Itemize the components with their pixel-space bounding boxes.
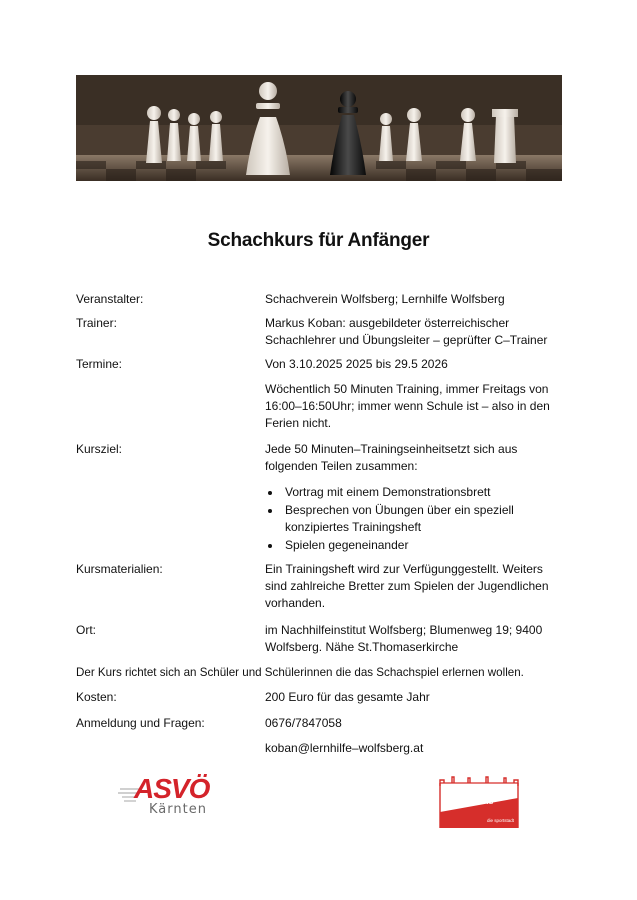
label-kosten: Kosten: <box>76 690 117 704</box>
label-kursmaterialien: Kursmaterialien: <box>76 562 163 576</box>
wolfsberg-wordmark: WOLFSBERG <box>451 799 494 806</box>
label-termine: Termine: <box>76 357 123 371</box>
label-anmeldung: Anmeldung und Fragen: <box>76 716 205 730</box>
bullet-text: konzipiertes Trainingsheft <box>285 520 422 534</box>
value-line: Schachverein Wolfsberg; Lernhilfe Wolfsberg <box>265 292 505 306</box>
value-termine <box>265 356 565 373</box>
label-trainer: Trainer: <box>76 316 117 330</box>
kursziel-bullet-list <box>265 484 565 555</box>
value-line: Wolfsberg. Nähe St.Thomaserkirche <box>265 640 459 654</box>
chess-banner-image <box>76 75 562 181</box>
value-line: 16:00–16:50Uhr; immer wenn Schule ist – also in den <box>265 399 550 413</box>
value-phone <box>265 715 565 732</box>
value-line: Wöchentlich 50 Minuten Training, immer Freitags von <box>265 382 549 396</box>
value-ort <box>265 622 565 656</box>
value-line: 0676/7847058 <box>265 716 342 730</box>
value-kursziel <box>265 441 565 475</box>
list-item <box>265 537 565 554</box>
value-line: im Nachhilfeinstitut Wolfsberg; Blumenweg 19; 9400 <box>265 623 543 637</box>
value-line: vorhanden. <box>265 596 326 610</box>
value-line: Ein Trainingsheft wird zur Verfügunggestellt. Weiters <box>265 562 543 576</box>
value-trainer <box>265 315 565 349</box>
asvo-wordmark: ASVÖ <box>134 773 210 804</box>
bullet-text: Spielen gegeneinander <box>285 538 409 552</box>
label-kursziel: Kursziel: <box>76 442 123 456</box>
list-item <box>265 484 565 501</box>
label-ort: Ort: <box>76 623 96 637</box>
wolfsberg-tagline: die sportstadt <box>486 818 514 823</box>
asvo-subtitle: Kärnten <box>149 802 207 817</box>
value-line: Schachlehrer und Übungsleiter – geprüfter C–Trainer <box>265 333 548 347</box>
wolfsberg-logo <box>438 774 520 828</box>
list-item <box>265 502 565 536</box>
value-kosten <box>265 689 565 706</box>
value-email <box>265 740 565 757</box>
value-line: koban@lernhilfe–wolfsberg.at <box>265 741 424 755</box>
chess-pieces-illustration <box>76 75 562 181</box>
value-kursmaterialien <box>265 561 565 612</box>
value-line: Ferien nicht. <box>265 416 332 430</box>
value-line: folgenden Teilen zusammen: <box>265 459 418 473</box>
asvo-kaernten-logo <box>118 775 218 819</box>
bullet-text: Besprechen von Übungen über ein speziell <box>285 503 514 517</box>
value-line: 200 Euro für das gesamte Jahr <box>265 690 430 704</box>
value-line: Von 3.10.2025 2025 bis 29.5 2026 <box>265 357 448 371</box>
audience-statement: Der Kurs richtet sich an Schüler und Schülerinnen die das Schachspiel erlernen wollen. <box>76 666 524 679</box>
page-title: Schachkurs für Anfänger <box>207 230 430 251</box>
value-line: Markus Koban: ausgebildeter österreichischer <box>265 316 510 330</box>
value-veranstalter <box>265 291 565 308</box>
label-veranstalter: Veranstalter: <box>76 292 144 306</box>
bullet-text: Vortrag mit einem Demonstrationsbrett <box>285 485 491 499</box>
value-line: sind zahlreiche Bretter zum Spielen der Jugendlichen <box>265 579 549 593</box>
value-line: Jede 50 Minuten–Trainingseinheitsetzt sich aus <box>265 442 518 456</box>
value-termine-detail <box>265 381 565 432</box>
